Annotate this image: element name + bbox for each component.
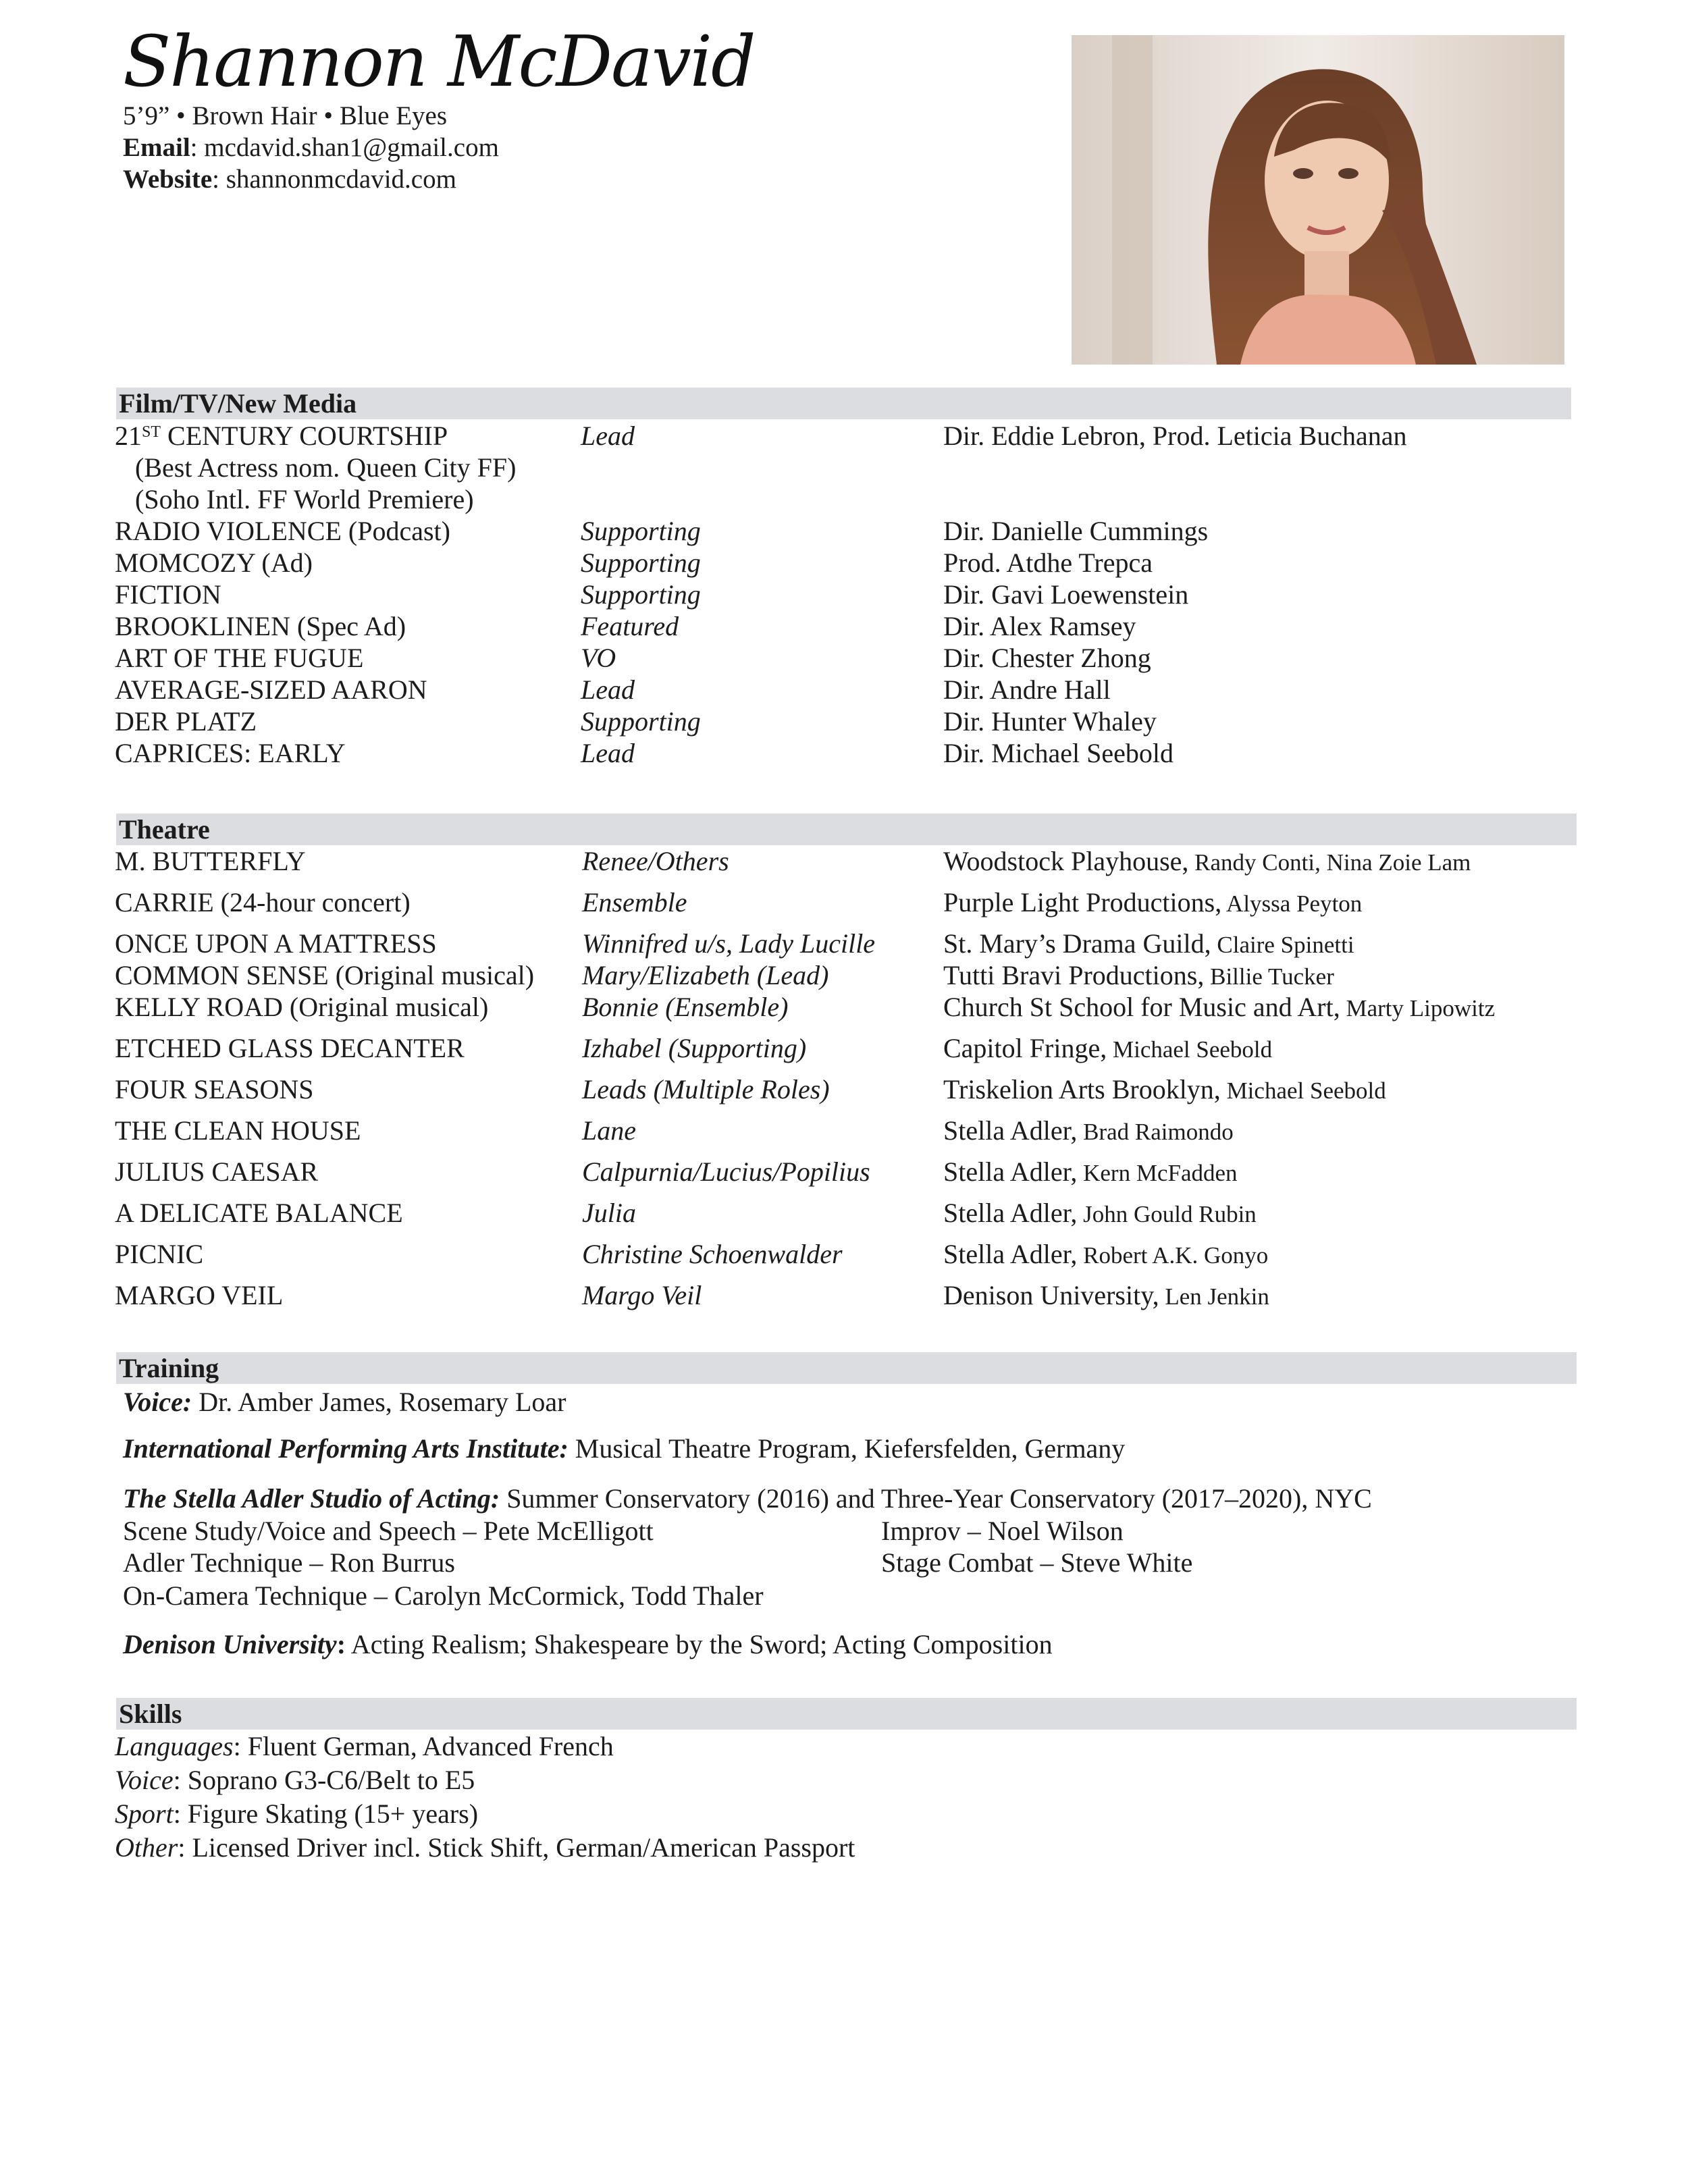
section-heading-theatre: Theatre xyxy=(116,814,1577,845)
film-note: (Soho Intl. FF World Premiere) xyxy=(135,484,474,514)
film-row: BROOKLINEN (Spec Ad) Featured Dir. Alex Ramsey xyxy=(115,611,1136,641)
film-row: DER PLATZ Supporting Dir. Hunter Whaley xyxy=(115,706,1157,737)
film-title: 21ST CENTURY COURTSHIP xyxy=(115,421,448,451)
film-row xyxy=(0,420,1688,452)
theatre-row: PICNIC Christine Schoenwalder Stella Adler, Robert A.K. Gonyo xyxy=(115,1239,1269,1269)
skill-item: Sport: Figure Skating (15+ years) xyxy=(115,1799,479,1829)
theatre-row: FOUR SEASONS Leads (Multiple Roles) Triskelion Arts Brooklyn, Michael Seebold xyxy=(115,1074,1386,1104)
film-row: RADIO VIOLENCE (Podcast) Supporting Dir. Danielle Cummings xyxy=(115,516,1209,546)
website-line xyxy=(123,163,499,195)
film-role: Lead xyxy=(581,421,635,451)
contact-block xyxy=(123,100,499,195)
training-denison: Denison University: Acting Realism; Shakespeare by the Sword; Acting Composition xyxy=(123,1629,1053,1659)
theatre-row: CARRIE (24-hour concert) Ensemble Purple Light Productions, Alyssa Peyton xyxy=(115,887,1363,917)
film-row: MOMCOZY (Ad) Supporting Prod. Atdhe Trepca xyxy=(115,548,1153,578)
email-line xyxy=(123,132,499,163)
skill-item: Voice: Soprano G3-C6/Belt to E5 xyxy=(115,1765,475,1795)
training-adler: The Stella Adler Studio of Acting: Summer Conservatory (2016) and Three-Year Conservatory (2017–2020), NYC xyxy=(123,1483,1372,1514)
physical-stats: 5’9” • Brown Hair • Blue Eyes xyxy=(123,101,448,130)
email-value[interactable]: : mcdavid.shan1@gmail.com xyxy=(190,133,499,162)
email-label: Email xyxy=(123,133,190,162)
training-adler-class: Scene Study/Voice and Speech – Pete McElligott xyxy=(123,1516,654,1546)
website-value[interactable]: : shannonmcdavid.com xyxy=(212,165,456,194)
training-adler-class: Adler Technique – Ron Burrus xyxy=(123,1547,455,1578)
film-row: FICTION Supporting Dir. Gavi Loewenstein xyxy=(115,579,1189,610)
section-heading-film: Film/TV/New Media xyxy=(116,388,1571,419)
skill-item: Other: Licensed Driver incl. Stick Shift, German/American Passport xyxy=(115,1832,855,1863)
section-heading-training: Training xyxy=(116,1352,1577,1384)
theatre-row: ONCE UPON A MATTRESS Winnifred u/s, Lady Lucille St. Mary’s Drama Guild, Claire Spinetti xyxy=(115,928,1354,959)
training-ipai: International Performing Arts Institute: Musical Theatre Program, Kiefersfelden, Germany xyxy=(123,1433,1126,1464)
theatre-row: ETCHED GLASS DECANTER Izhabel (Supporting) Capitol Fringe, Michael Seebold xyxy=(115,1033,1273,1063)
theatre-row: MARGO VEIL Margo Veil Denison University, Len Jenkin xyxy=(115,1280,1269,1310)
film-credit: Dir. Eddie Lebron, Prod. Leticia Buchanan xyxy=(943,421,1407,451)
training-adler-class: On-Camera Technique – Carolyn McCormick, Todd Thaler xyxy=(123,1580,764,1611)
film-row: CAPRICES: EARLY Lead Dir. Michael Seebold xyxy=(115,738,1174,768)
website-label: Website xyxy=(123,165,213,194)
theatre-row: JULIUS CAESAR Calpurnia/Lucius/Popilius Stella Adler, Kern McFadden xyxy=(115,1156,1238,1187)
theatre-row: KELLY ROAD (Original musical) Bonnie (Ensemble) Church St School for Music and Art, Marty Lipowitz xyxy=(115,992,1496,1022)
theatre-row: COMMON SENSE (Original musical) Mary/Elizabeth (Lead) Tutti Bravi Productions, Billie Tucker xyxy=(115,960,1334,990)
training-adler-class: Improv – Noel Wilson xyxy=(881,1516,1124,1546)
section-heading-skills: Skills xyxy=(116,1698,1577,1730)
theatre-row: THE CLEAN HOUSE Lane Stella Adler, Brad Raimondo xyxy=(115,1115,1234,1146)
film-row: ART OF THE FUGUE VO Dir. Chester Zhong xyxy=(115,643,1151,673)
actor-name: Shannon McDavid xyxy=(123,20,755,103)
headshot-photo xyxy=(1072,35,1564,365)
theatre-row: M. BUTTERFLY Renee/Others Woodstock Playhouse, Randy Conti, Nina Zoie Lam xyxy=(115,846,1471,876)
film-note: (Best Actress nom. Queen City FF) xyxy=(135,452,517,483)
training-adler-class: Stage Combat – Steve White xyxy=(881,1547,1193,1578)
headshot-illustration xyxy=(1072,35,1564,365)
theatre-row: A DELICATE BALANCE Julia Stella Adler, John Gould Rubin xyxy=(115,1198,1257,1228)
film-row: AVERAGE-SIZED AARON Lead Dir. Andre Hall xyxy=(115,674,1111,705)
training-voice: Voice: Dr. Amber James, Rosemary Loar xyxy=(123,1387,566,1417)
skill-item: Languages: Fluent German, Advanced French xyxy=(115,1731,614,1761)
